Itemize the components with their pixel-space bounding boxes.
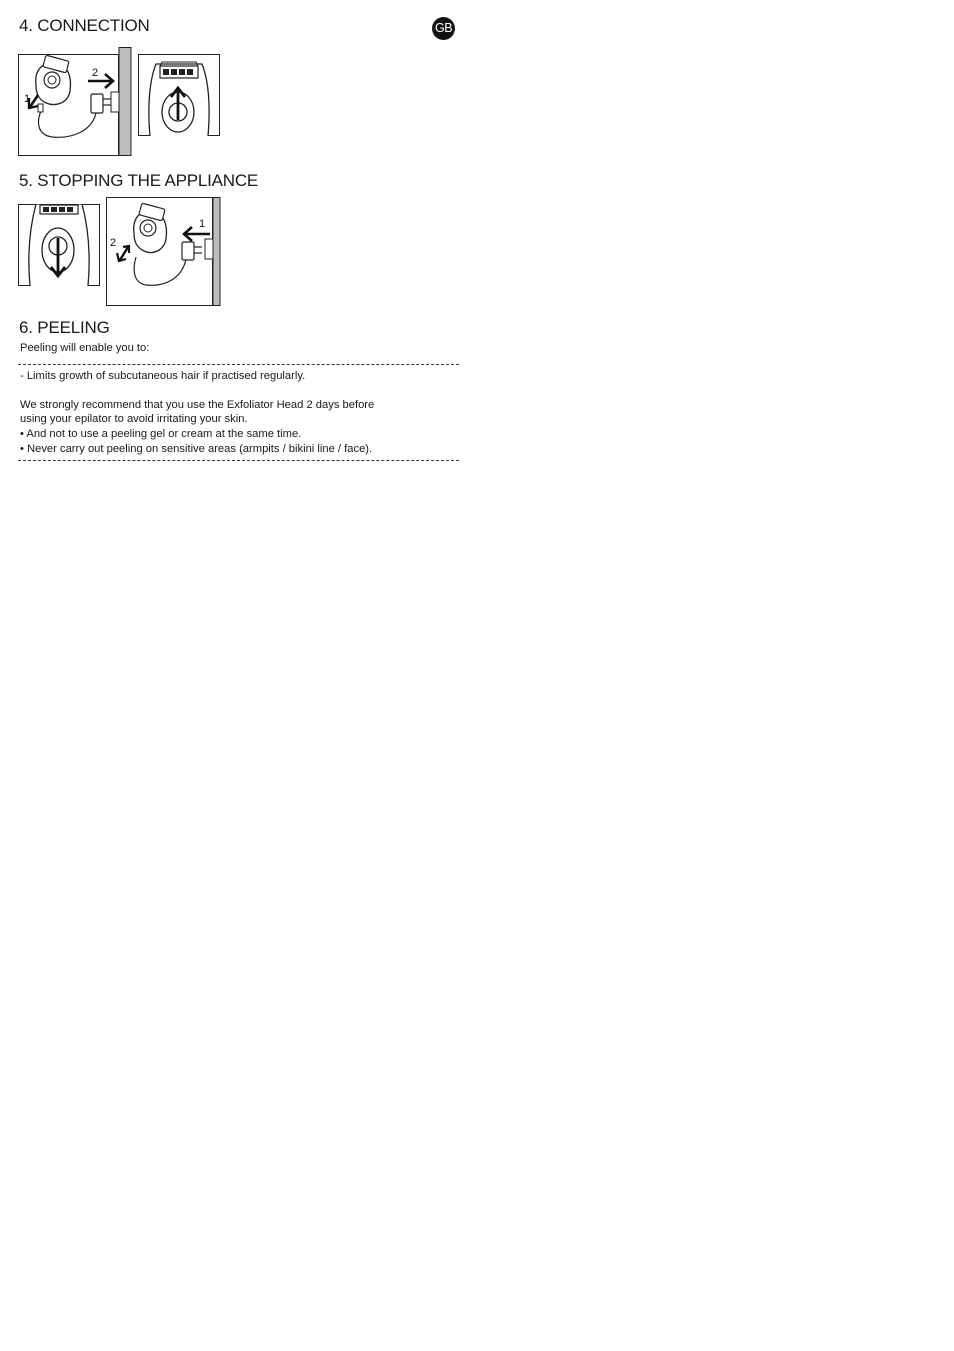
divider (18, 460, 459, 461)
step-label: 1 (24, 93, 31, 105)
peeling-bullet: • And not to use a peeling gel or cream at the same time. (20, 428, 302, 440)
language-badge: GB (432, 17, 455, 40)
divider (18, 364, 459, 365)
peeling-recommendation: We strongly recommend that you use the Exfoliator Head 2 days before (20, 399, 375, 411)
step-label: 2 (110, 237, 117, 249)
section-title-connection: 4. CONNECTION (19, 16, 150, 35)
figure-connection-plug (18, 47, 133, 157)
figure-connection-switch-on (138, 54, 221, 137)
peeling-intro: Peeling will enable you to: (20, 342, 150, 354)
step-label: 2 (92, 67, 99, 79)
figure-stopping-unplug (106, 197, 221, 307)
section-title-stopping: 5. STOPPING THE APPLIANCE (19, 171, 259, 190)
peeling-bullet: • Never carry out peeling on sensitive areas (armpits / bikini line / face). (20, 443, 373, 455)
peeling-benefit: - Limits growth of subcutaneous hair if practised regularly. (20, 370, 306, 382)
figure-stopping-switch-off (18, 204, 101, 287)
step-label: 1 (199, 218, 206, 230)
peeling-recommendation: using your epilator to avoid irritating your skin. (20, 413, 248, 425)
section-title-peeling: 6. PEELING (19, 318, 110, 337)
